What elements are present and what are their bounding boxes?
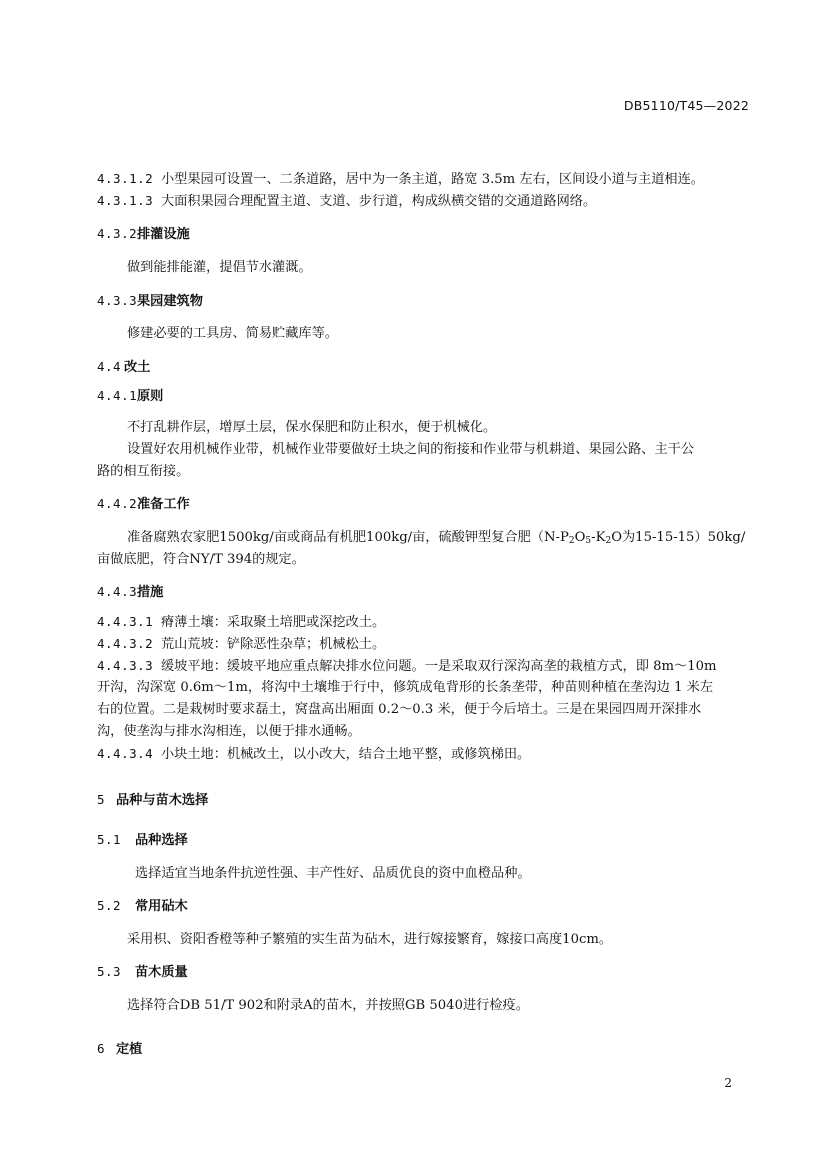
paragraph-4-4-2-line2: 亩做底肥，符合NY/T 394的规定。	[97, 552, 305, 567]
clause-text: 缓坡平地：缓坡平地应重点解决排水位问题。一是采取双行深沟高垄的栽植方式，即 8m～10m	[161, 659, 717, 674]
heading-number: 4.4	[97, 359, 122, 374]
paragraph-5-3: 选择符合DB 51/T 902和附录A的苗木，并按照GB 5040进行检疫。	[127, 998, 529, 1013]
clause-4-4-3-4	[97, 745, 530, 763]
paragraph-5-2: 采用枳、资阳香橙等种子繁殖的实生苗为砧木，进行嫁接繁育，嫁接口高度10cm。	[127, 932, 613, 947]
paragraph-5-1: 选择适宜当地条件抗逆性强、丰产性好、品质优良的资中血橙品种。	[135, 866, 531, 881]
heading-5	[97, 791, 208, 809]
heading-6	[97, 1040, 142, 1058]
heading-title: 准备工作	[137, 497, 190, 512]
heading-4-4-1	[97, 387, 163, 405]
clause-text: 瘠薄土壤：采取聚土培肥或深挖改土。	[161, 615, 386, 630]
heading-title: 定植	[116, 1042, 143, 1057]
clause-4-4-3-3-line4: 沟，使垄沟与排水沟相连，以便于排水通畅。	[97, 724, 361, 739]
paragraph-4-3-3: 修建必要的工具房、简易贮藏库等。	[127, 326, 338, 341]
paragraph-4-4-1-b-line2: 路的相互衔接。	[97, 464, 190, 479]
heading-number: 4.3.2	[97, 226, 138, 241]
heading-4-3-2	[97, 225, 190, 243]
paragraph-4-4-2-line1: 准备腐熟农家肥1500kg/亩或商品有机肥100kg/亩，硫酸钾型复合肥（$N-P_2O_5-K_2O$为15-15-15）50kg/	[127, 530, 746, 546]
clause-text: 小块土地：机械改土，以小改大，结合土地平整，或修筑梯田。	[161, 747, 531, 762]
clause-4-3-1-2	[97, 170, 704, 188]
clause-number: 4.3.1.3	[97, 193, 154, 208]
heading-number: 5.3	[97, 964, 122, 979]
paragraph-4-3-2: 做到能排能灌，提倡节水灌溉。	[127, 260, 312, 275]
clause-number: 4.3.1.2	[97, 171, 154, 186]
clause-4-4-3-1	[97, 613, 385, 631]
heading-5-1	[97, 831, 188, 849]
heading-5-3	[97, 963, 188, 981]
heading-title: 措施	[137, 585, 164, 600]
heading-number: 6	[97, 1041, 106, 1056]
heading-5-2	[97, 897, 188, 915]
clause-4-4-3-3-line3: 右的位置。二是栽树时要求磊土，窝盘高出厢面 0.2～0.3 米，便于今后培土。三是在果园四周开深排水	[97, 702, 702, 717]
heading-number: 5	[97, 792, 106, 807]
clause-text: 荒山荒坡：铲除恶性杂草；机械松土。	[161, 637, 386, 652]
clause-number: 4.4.3.4	[97, 746, 154, 761]
heading-number: 4.4.1	[97, 388, 138, 403]
clause-number: 4.4.3.3	[97, 658, 154, 673]
heading-number: 5.2	[97, 898, 122, 913]
heading-number: 5.1	[97, 832, 122, 847]
heading-title: 原则	[137, 389, 164, 404]
heading-title: 品种选择	[135, 833, 188, 848]
heading-4-4-2	[97, 495, 190, 513]
heading-title: 排灌设施	[137, 227, 190, 242]
heading-title: 改土	[124, 360, 151, 375]
heading-number: 4.3.3	[97, 293, 138, 308]
paragraph-4-4-1-b-line1: 设置好农用机械作业带，机械作业带要做好土块之间的衔接和作业带与机耕道、果园公路、主干公	[127, 442, 695, 457]
clause-4-4-3-2	[97, 635, 385, 653]
heading-4-3-3	[97, 292, 203, 310]
clause-text: 小型果园可设置一、二条道路，居中为一条主道，路宽 3.5m 左右，区间设小道与主道相连。	[161, 172, 704, 187]
heading-number: 4.4.2	[97, 496, 138, 511]
document-code: DB5110/T45—2022	[623, 98, 749, 113]
clause-number: 4.4.3.1	[97, 614, 154, 629]
heading-title: 常用砧木	[135, 899, 188, 914]
heading-number: 4.4.3	[97, 584, 138, 599]
clause-4-4-3-3-line2: 开沟，沟深宽 0.6m～1m，将沟中土壤堆于行中，修筑成龟背形的长条垄带，种苗则种植在垄沟边 1 米左	[97, 680, 714, 695]
heading-title: 苗木质量	[135, 965, 188, 980]
clause-text: 大面积果园合理配置主道、支道、步行道，构成纵横交错的交通道路网络。	[161, 194, 597, 209]
clause-number: 4.4.3.2	[97, 636, 154, 651]
heading-4-4	[97, 358, 150, 376]
heading-title: 品种与苗木选择	[116, 793, 209, 808]
clause-4-4-3-3	[97, 657, 717, 675]
heading-4-4-3	[97, 583, 163, 601]
clause-4-3-1-3	[97, 192, 596, 210]
page-number: 2	[724, 1076, 732, 1090]
heading-title: 果园建筑物	[137, 294, 203, 309]
paragraph-4-4-1-a: 不打乱耕作层，增厚土层，保水保肥和防止积水，便于机械化。	[127, 420, 497, 435]
